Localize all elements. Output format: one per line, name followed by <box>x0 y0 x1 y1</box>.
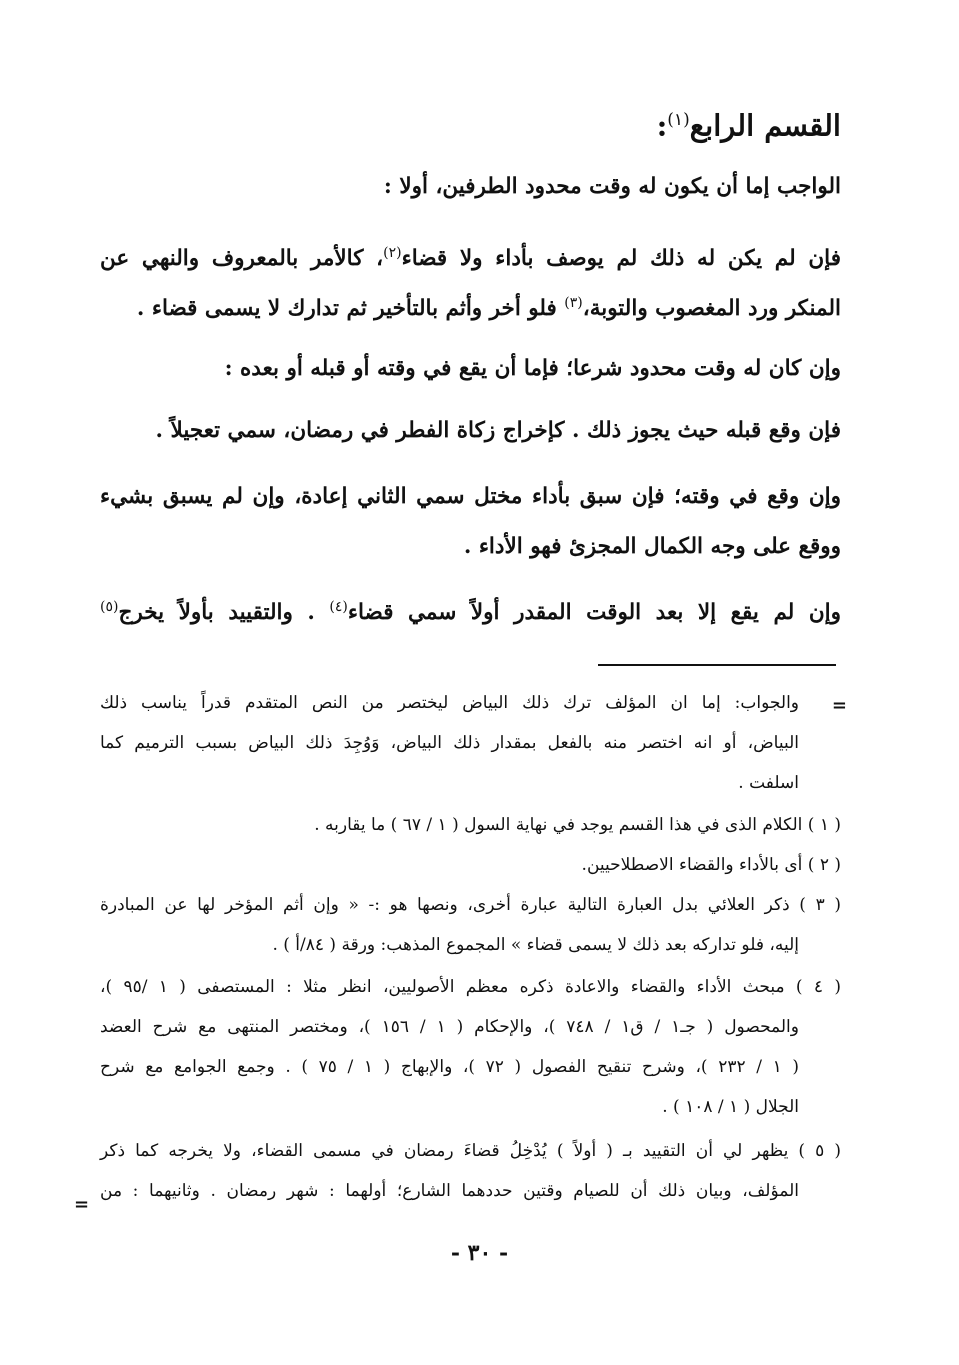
paragraph-2-line-1 <box>100 238 841 274</box>
paragraph-5-line-1: وإن وقع في وقته؛ فإن سبق بأداء مختل سمي الثاني إعادة، وإن لم يسبق بشيء <box>100 484 841 509</box>
paragraph-5-line-2: ووقع على وجه الكمال المجزئ فهو الأداء . <box>463 534 841 559</box>
footnote-3-line-1: ( ٣ ) ذكر العلائي بدل العبارة التالية عبارة أخرى، ونصها هو :- « وإن أثم المؤخر لها عن المبادرة <box>100 895 841 915</box>
footnote-ref-4: (٤) <box>329 599 348 615</box>
footnote-2: ( ٢ ) أى بالأداء والقضاء الاصطلاحيين. <box>581 855 841 875</box>
footnote-continuation-line-2: البياض، أو انه اختصر منه بالفعل بمقدار ذلك البياض، وَوُجِدَ ذلك البياض بسبب الترميم كما <box>100 733 799 753</box>
paragraph-4: فإن وقع قبله حيث يجوز ذلك . كإخراج زكاة الفطر في رمضان، سمي تعجيلاً . <box>155 418 841 443</box>
p2-text-a: فإن لم يكن له ذلك لم يوصف بأداء ولا قضاء <box>401 246 841 272</box>
footnote-continuation-line-3: اسلفت . <box>738 773 799 793</box>
footnote-ref-1: (١) <box>667 110 690 130</box>
heading-text: القسم الرابع <box>689 108 841 143</box>
paragraph-6 <box>100 592 841 628</box>
page-number: - ٣٠ - <box>450 1240 509 1266</box>
footnote-ref-5: (٥) <box>100 599 119 615</box>
continues-next-page-marker: = <box>74 1194 90 1215</box>
footnote-3-line-2: إليه، فلو تداركه بعد ذلك لا يسمى قضاء » المجموع المذهب: ورقة ( ٨٤/أ ) . <box>272 935 799 955</box>
p6-text-a: وإن لم يقع إلا بعد الوقت المقدر أولاً سمي قضاء <box>347 600 841 626</box>
footnote-ref-2: (٢) <box>383 245 402 261</box>
section-heading <box>657 100 841 146</box>
footnote-5-line-1: ( ٥ ) يظهر لي أن التقييد بـ ( أولاً ) يُدْخِلُ قضاءَ رمضان في مسمى القضاء، ولا يخرجه كما ذكر <box>100 1141 841 1161</box>
footnote-4-line-4: الجلال ( ١ / ١٠٨ ) . <box>662 1097 799 1117</box>
paragraph-1: الواجب إما أن يكون له وقت محدود الطرفين، أولا : <box>383 174 841 199</box>
footnote-4-line-1: ( ٤ ) مبحث الأداء والقضاء والاعادة ذكره معظم الأصوليين، انظر مثلا : المستصفى ( ١ /٩٥ )، <box>100 977 841 997</box>
p2-text-d: فلو أخر وأثم بالتأخير ثم تدارك لا يسمى قضاء . <box>136 296 565 322</box>
paragraph-3: وإن كان له وقت محدود شرعا؛ فإما أن يقع في وقته أو قبله أو بعده : <box>224 356 841 381</box>
footnote-continuation-line-1: والجواب: إما ان المؤلف ترك ذلك البياض ليختصر من النص المتقدم قدراً يناسب ذلك <box>100 693 799 713</box>
footnote-4-line-2: والمحصول ( جـ١ / ق١ / ٧٤٨ )، والإحكام ( ١ / ١٥٦ )، ومختصر المنتهى مع شرح العضد <box>100 1017 799 1037</box>
footnote-ref-3: (٣) <box>564 295 583 311</box>
heading-suffix: : <box>656 108 668 143</box>
continuation-marker: = <box>831 695 847 716</box>
footnote-separator <box>598 664 836 666</box>
footnote-5-line-2: المؤلف، وبيان ذلك أن للصيام وقتين حددهما الشارع؛ أولهما : شهر رمضان . وثانيهما : من <box>100 1181 799 1201</box>
paragraph-2-line-2 <box>100 288 841 324</box>
p2-text-c: المنكر ورد المغصوب والتوبة، <box>582 296 841 322</box>
p6-text-b: . والتقييد بأولاً يخرج <box>118 600 330 626</box>
footnote-4-line-3: ( ١ / ٢٣٢ )، وشرح تنقيح الفصول ( ٧٢ )، والإبهاج ( ١ / ٧٥ ) . وجمع الجوامع مع شرح <box>100 1057 799 1077</box>
p2-text-b: ، كالأمر بالمعروف والنهي عن <box>100 246 384 272</box>
footnote-1: ( ١ ) الكلام الذى في هذا القسم يوجد في نهاية السول ( ١ / ٦٧ ) ما يقاربه . <box>314 815 841 835</box>
